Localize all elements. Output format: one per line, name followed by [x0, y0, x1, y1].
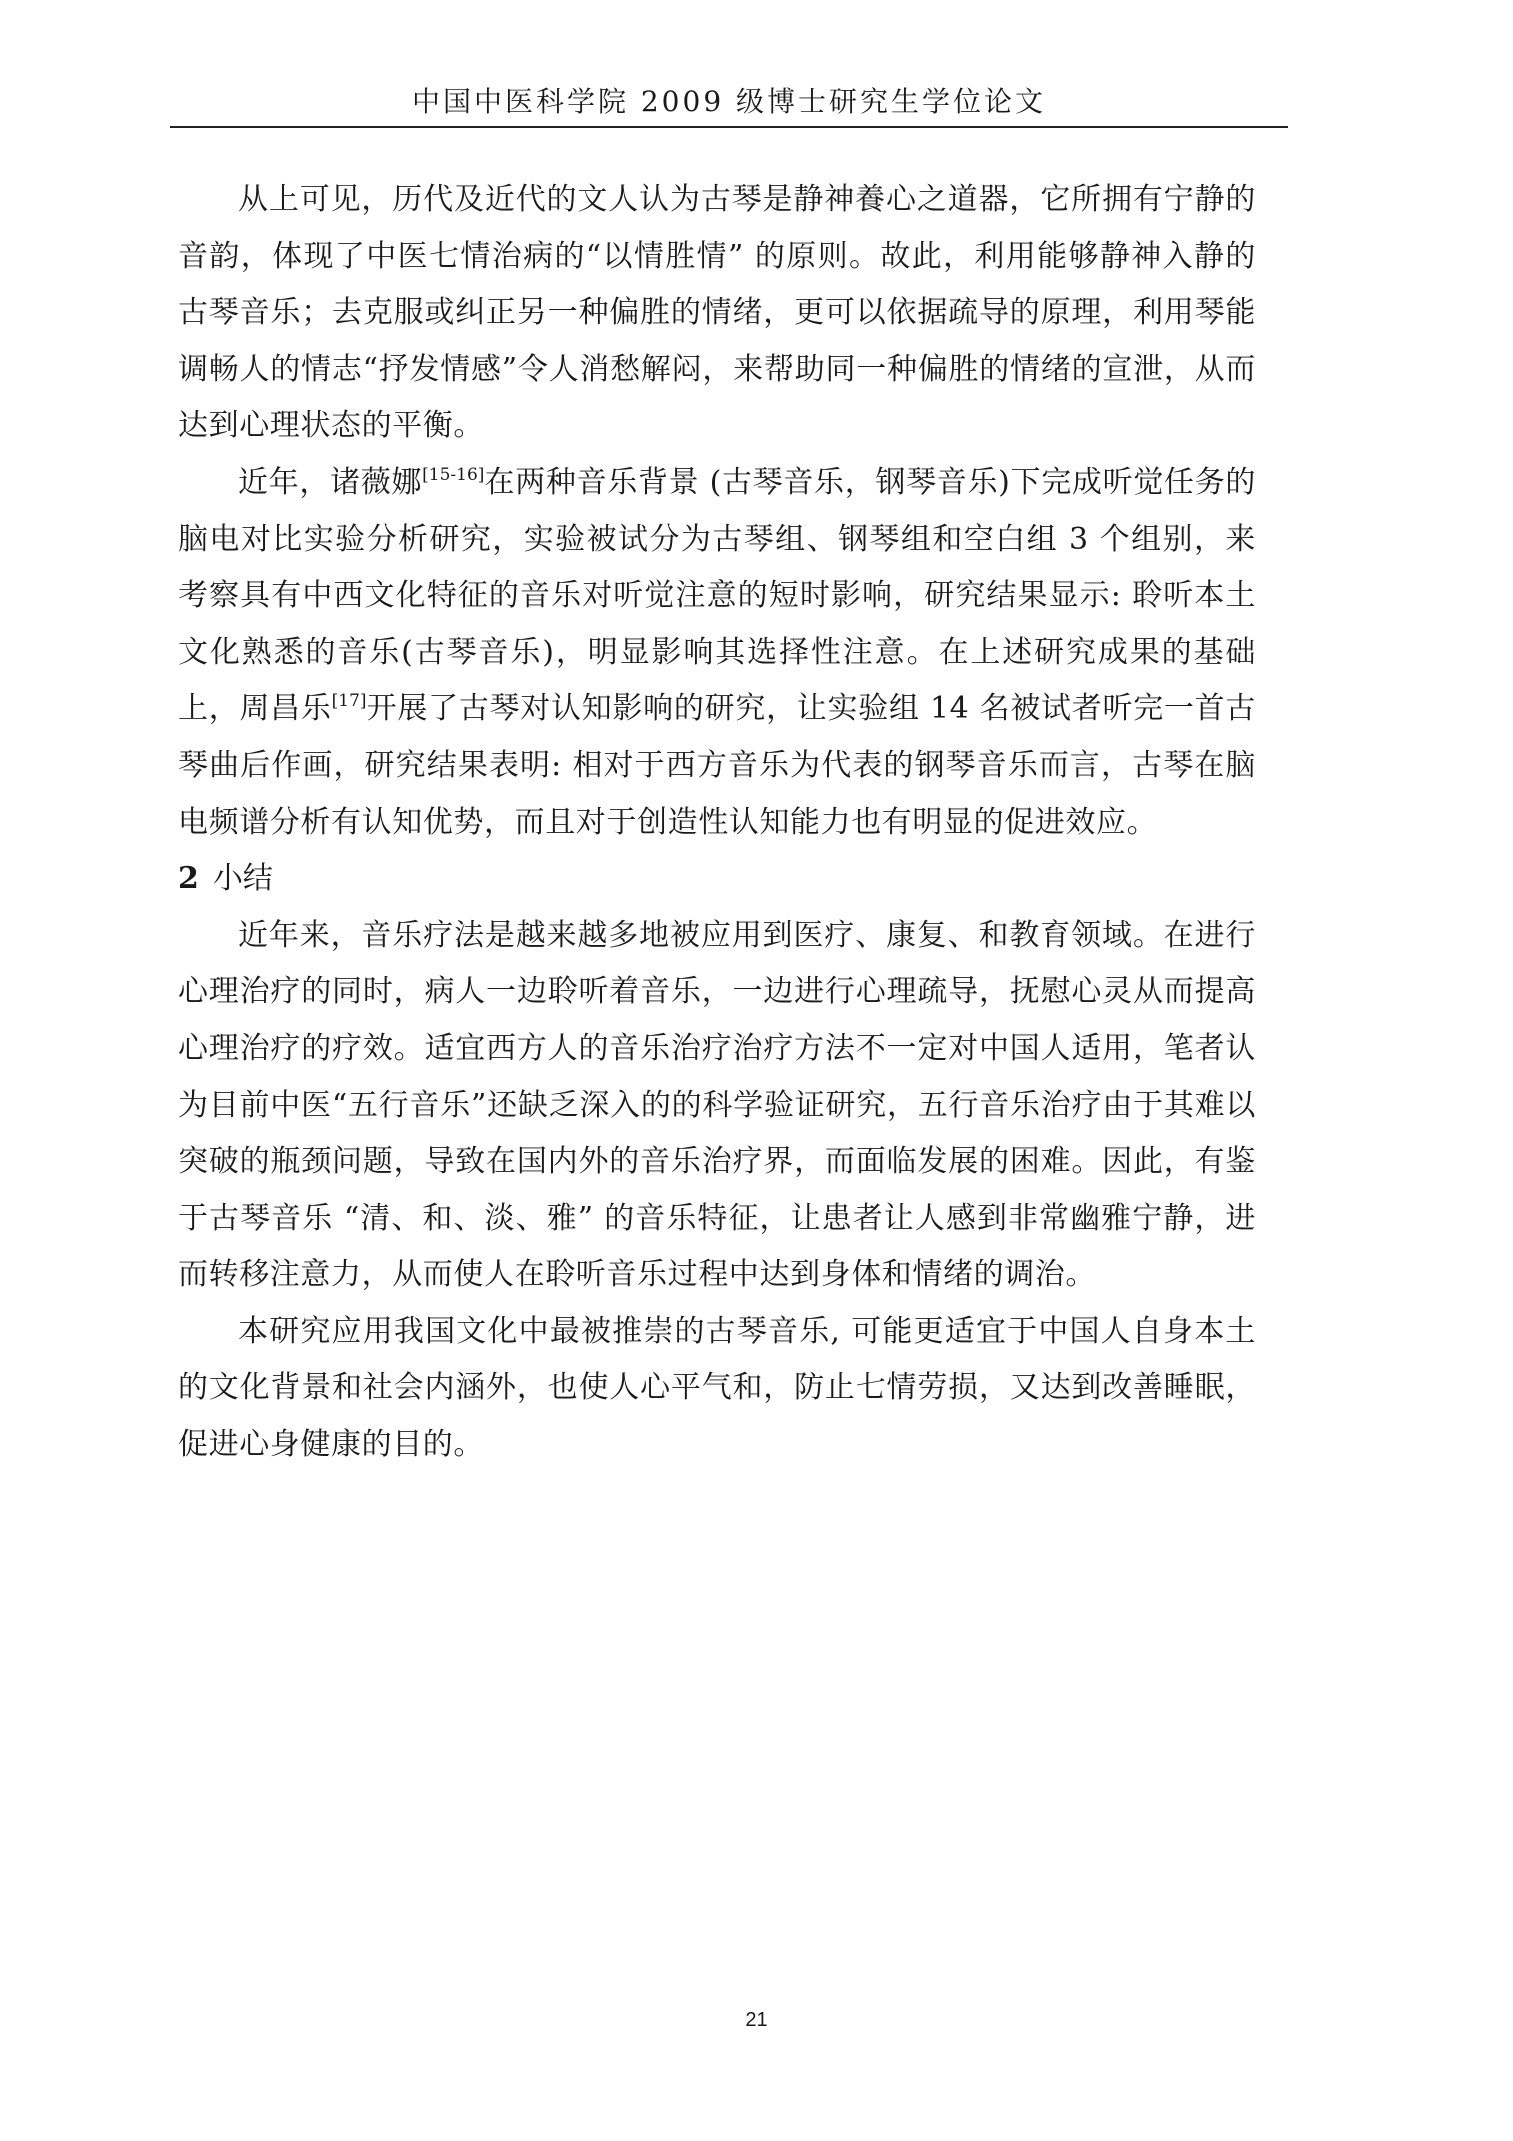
section-title: 小结 — [212, 861, 273, 897]
header-divider — [170, 126, 1288, 128]
running-header: 中国中医科学院 2009 级博士研究生学位论文 — [411, 85, 1047, 118]
paragraph-music-therapy: 近年来，音乐疗法是越来越多地被应用到医疗、康复、和教育领域。在进行心理治疗的同时，病人一边聆听着音乐，一边进行心理疏导，抚慰心灵从而提高心理治疗的疗效。适宜西方人的音乐治疗治疗方法不一定对中国人适用，笔者认为目前中医“五行音乐”还缺乏深入的的科学验证研究，五行音乐治疗由于其难以突破的瓶颈问题，导致在国内外的音乐治疗界，而面临发展的困难。因此，有鉴于古琴音乐 “清、和、淡、雅” 的音乐特征，让患者让人感到非常幽雅宁静，进而转移注意力，从而使人在聆听音乐过程中达到身体和情绪的调治。 — [178, 917, 1256, 1293]
paragraph-study-significance: 本研究应用我国文化中最被推崇的古琴音乐, 可能更适宜于中国人自身本土的文化背景和社会内涵外，也使人心平气和，防止七情劳损，又达到改善睡眠，促进心身健康的目的。 — [178, 1313, 1256, 1463]
section-number: 2 — [178, 861, 199, 897]
paragraph-text: 开展了古琴对认知影响的研究，让实验组 14 名被试者听完一首古琴曲后作画，研究结果表明: 相对于西方音乐为代表的钢琴音乐而言，古琴在脑电频谱分析有认知优势，而且对于创造性认知能力也有明显的促进效应。 — [178, 691, 1256, 840]
citation-ref: [17] — [331, 691, 367, 712]
page-number: 21 — [745, 2009, 768, 2031]
body-text — [178, 172, 1256, 1474]
paragraph-recent-studies — [178, 455, 1256, 851]
paragraph-text: 在两种音乐背景 (古琴音乐，钢琴音乐)下完成听觉任务的脑电对比实验分析研究，实验被试分为古琴组、钢琴组和空白组 3 个组别，来考察具有中西文化特征的音乐对听觉注意的短时影响，研究结果显示: 聆听本土文化熟悉的音乐(古琴音乐)，明显影响其选择性注意。在上述研究成果的基础上，周昌乐 — [178, 464, 1256, 727]
section-heading — [178, 851, 1256, 908]
paragraph-text: 近年，诸薇娜 — [238, 464, 423, 500]
paragraph-guqin-summary: 从上可见，历代及近代的文人认为古琴是静神養心之道器，它所拥有宁静的音韵，体现了中医七情治病的“以情胜情” 的原则。故此，利用能够静神入静的古琴音乐；去克服或纠正另一种偏胜的情绪，更可以依据疏导的原理，利用琴能调畅人的情志“抒发情感”令人消愁解闷，来帮助同一种偏胜的情绪的宣泄，从而达到心理状态的平衡。 — [178, 182, 1256, 444]
citation-ref: [15-16] — [422, 464, 485, 485]
